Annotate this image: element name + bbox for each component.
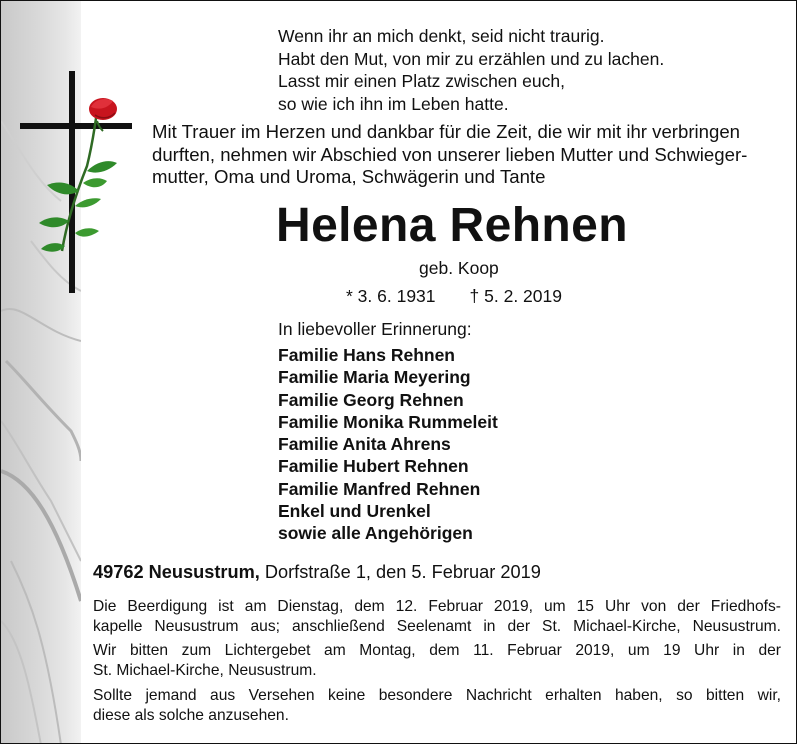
birth-date: * 3. 6. 1931 (346, 286, 436, 306)
funeral-info-line: kapelle Neusustrum aus; anschließend Seelenamt in der St. Michael-Kirche, Neusustrum. (93, 618, 781, 635)
mourner-item: Familie Maria Meyering (278, 367, 471, 388)
poem-line: Lasst mir einen Platz zwischen euch, (278, 71, 565, 91)
funeral-info-line: Die Beerdigung ist am Dienstag, dem 12. Februar 2019, um 15 Uhr von der Friedhofs- (93, 598, 781, 615)
address-line (93, 562, 541, 583)
prayer-info (93, 641, 781, 681)
mourner-item: Familie Anita Ahrens (278, 434, 451, 455)
mourner-item: Familie Georg Rehnen (278, 389, 464, 410)
notice-info-line: diese als solche anzusehen. (93, 707, 289, 724)
maiden-name: geb. Koop (419, 258, 499, 278)
poem (278, 25, 664, 115)
mourners-list (278, 344, 498, 545)
address-place: 49762 Neusustrum, (93, 562, 260, 582)
notice-info (93, 686, 781, 726)
poem-line: Wenn ihr an mich denkt, seid nicht traurig. (278, 26, 605, 46)
poem-line: Habt den Mut, von mir zu erzählen und zu lachen. (278, 48, 665, 69)
mourner-item: Enkel und Urenkel (278, 501, 431, 522)
address-rest: Dorfstraße 1, den 5. Februar 2019 (264, 562, 541, 582)
intro-line: Mit Trauer im Herzen und dankbar für die Zeit, die wir mit ihr verbringen (152, 121, 740, 142)
poem-line: so wie ich ihn im Leben hatte. (278, 93, 509, 114)
funeral-info (93, 597, 781, 637)
life-dates (346, 286, 562, 307)
intro-line: mutter, Oma und Uroma, Schwägerin und Tante (152, 166, 546, 188)
mourner-item: sowie alle Angehörigen (278, 523, 473, 544)
prayer-info-line: Wir bitten zum Lichtergebet am Montag, dem 11. Februar 2019, um 19 Uhr in der (93, 642, 781, 659)
prayer-info-line: St. Michael-Kirche, Neusustrum. (93, 662, 317, 679)
notice-info-line: Sollte jemand aus Versehen keine besondere Nachricht erhalten haben, so bitten wir, (93, 687, 781, 704)
mourner-item: Familie Monika Rummeleit (278, 411, 498, 432)
mourner-item: Familie Hans Rehnen (278, 345, 455, 365)
death-date: † 5. 2. 2019 (469, 286, 562, 306)
mourner-item: Familie Hubert Rehnen (278, 456, 469, 477)
intro-line: durften, nehmen wir Abschied von unserer lieben Mutter und Schwieger- (152, 143, 748, 165)
cross-with-rose-icon (17, 71, 137, 296)
mourner-item: Familie Manfred Rehnen (278, 478, 481, 499)
intro-text (152, 121, 747, 189)
memory-label: In liebevoller Erinnerung: (278, 319, 472, 339)
deceased-name: Helena Rehnen (276, 199, 628, 252)
